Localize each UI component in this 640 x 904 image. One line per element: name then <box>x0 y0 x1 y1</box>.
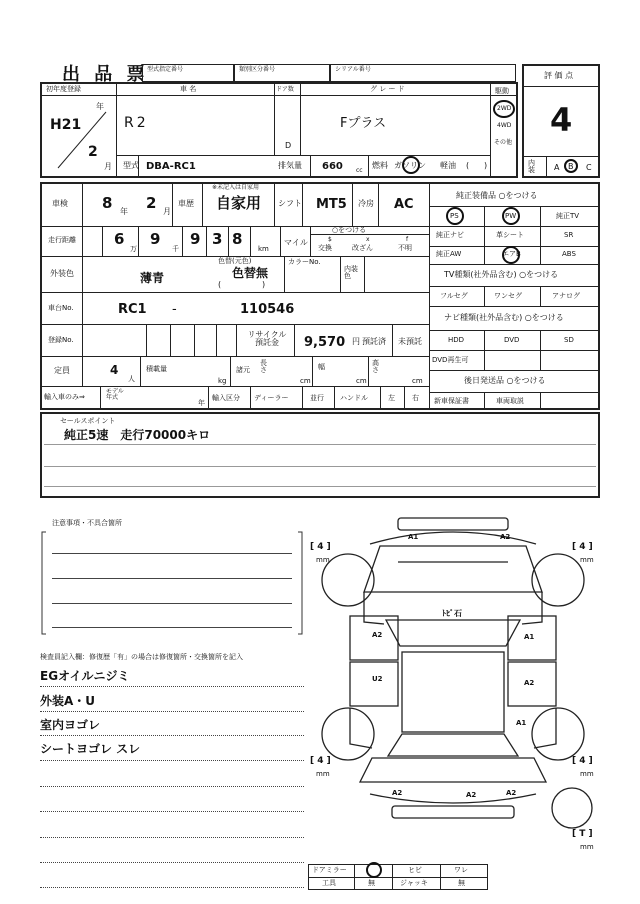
tire-fr: [ 4 ] <box>572 542 593 552</box>
grade-label: 評 価 点 <box>544 71 574 80</box>
serial-box: シリアル番号 <box>330 64 516 82</box>
first-reg-month: 2 <box>88 144 98 160</box>
note-item-4: シートヨゴレ スレ <box>40 742 141 756</box>
form-title: 出 品 票 <box>62 64 149 85</box>
usage-value: 自家用 <box>216 194 262 212</box>
tire-fl: [ 4 ] <box>310 542 331 552</box>
model-cert-box: 型式指定番号 <box>142 64 234 82</box>
vehicle-name: R2 <box>124 115 149 131</box>
model-code: DBA-RC1 <box>146 161 196 172</box>
grade-value: 4 <box>550 101 573 139</box>
grade-box: 評 価 点 4 内装 A B C <box>522 64 600 178</box>
note-item-1: EGオイルニジミ <box>40 669 130 683</box>
note-item-3: 室内ヨゴレ <box>40 718 101 732</box>
category-box: 類別区分番号 <box>234 64 330 82</box>
vehicle-grade: Fプラス <box>340 116 387 131</box>
displacement-value: 660 <box>322 161 343 172</box>
first-reg-era-year: H21 <box>50 117 82 133</box>
tire-rr: [ 4 ] <box>572 756 593 766</box>
inspector-label: 検査員記入欄：修復歴「有」の場合は修復箇所・交換箇所を記入 <box>40 653 243 661</box>
notes-bracket <box>40 530 304 636</box>
tire-spare: [ T ] <box>572 829 593 839</box>
fuel-gas-circle <box>402 156 420 174</box>
tire-rl: [ 4 ] <box>310 756 331 766</box>
sales-point-text: 純正5速 走行70000キロ <box>64 428 211 442</box>
note-item-2: 外装A・U <box>40 694 96 708</box>
car-diagram: A1 A2 ﾄﾋﾟ石 A2 U2 A1 A2 A1 A2 A2 A2 <box>310 512 600 860</box>
door-mirror-circle <box>366 862 382 878</box>
